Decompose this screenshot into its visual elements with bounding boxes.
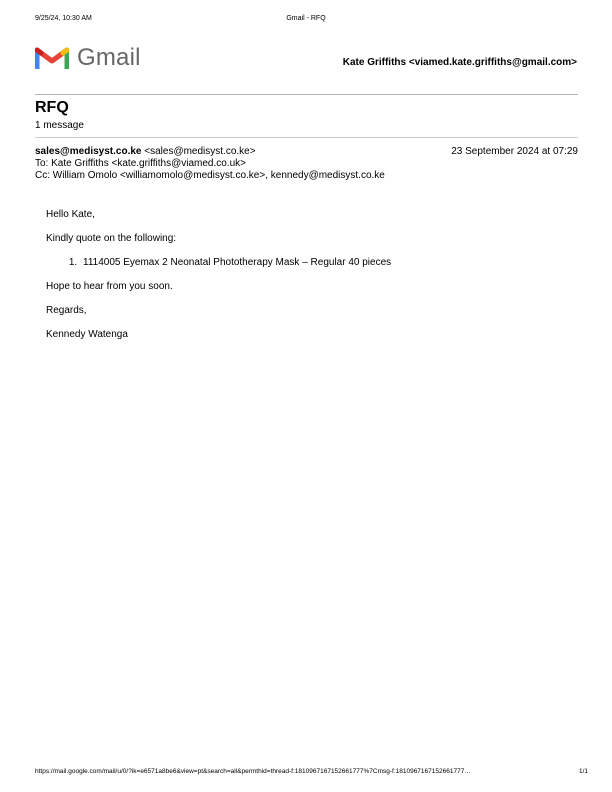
message-body	[46, 209, 391, 353]
body-signature: Kennedy Watenga	[46, 329, 128, 340]
message-cc: Cc: William Omolo <williamomolo@medisyst.co.ke>, kennedy@medisyst.co.ke	[35, 170, 385, 181]
body-greeting: Hello Kate,	[46, 209, 95, 220]
body-closing: Hope to hear from you soon.	[46, 281, 173, 292]
footer-url: https://mail.google.com/mail/u/0/?ik=e6571a8be6&view=pt&search=all&permthid=thread-f:1810967167152661777%7Cmsg-f:1810967167152661777…	[35, 768, 471, 775]
sender-address: <sales@medisyst.co.ke>	[141, 146, 256, 157]
page-number: 1/1	[578, 768, 588, 775]
sender-email: sales@medisyst.co.ke	[35, 146, 142, 157]
gmail-m-logo-icon	[35, 45, 69, 71]
account-identity: Kate Griffiths <viamed.kate.griffiths@gmail.com>	[342, 57, 577, 68]
body-regards: Regards,	[46, 305, 87, 316]
thread-subject: RFQ	[35, 99, 69, 116]
message-date: 23 September 2024 at 07:29	[451, 146, 578, 157]
print-header	[0, 15, 612, 27]
message-from	[35, 146, 256, 158]
gmail-logo	[35, 44, 141, 72]
divider	[35, 94, 578, 95]
print-date: 9/25/24, 10:30 AM	[35, 15, 92, 22]
body-intro: Kindly quote on the following:	[46, 233, 177, 244]
quote-item: 1. 1114005 Eyemax 2 Neonatal Phototherapy Mask – Regular 40 pieces	[80, 257, 391, 269]
print-title: Gmail - RFQ	[286, 15, 326, 22]
gmail-wordmark: Gmail	[77, 44, 141, 71]
message-to: To: Kate Griffiths <kate.griffiths@viamed.co.uk>	[35, 158, 246, 169]
message-count: 1 message	[35, 120, 84, 131]
divider	[35, 137, 578, 138]
quote-item-list	[46, 257, 391, 269]
